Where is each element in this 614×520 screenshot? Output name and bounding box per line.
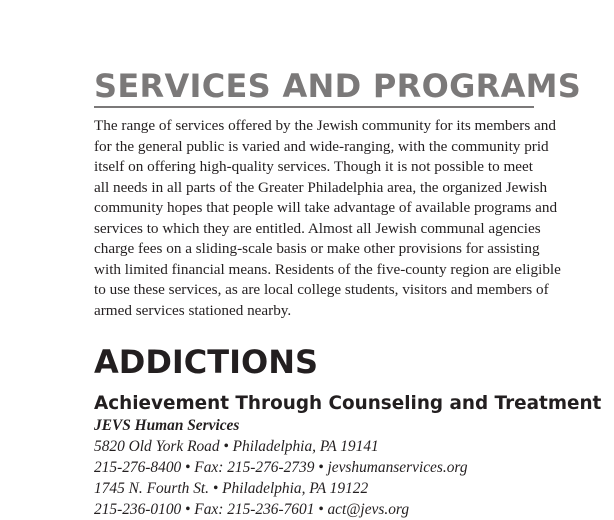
title-rule bbox=[94, 106, 534, 108]
intro-paragraph bbox=[94, 116, 614, 321]
intro-line: to use these services, as are local college students, visitors and members of bbox=[94, 281, 549, 298]
intro-line: community hopes that people will take advantage of available programs and bbox=[94, 199, 558, 216]
organization-name: JEVS Human Services bbox=[94, 417, 240, 434]
intro-line: all needs in all parts of the Greater Philadelphia area, the organized Jewish bbox=[94, 178, 548, 196]
intro-line: itself on offering high-quality services. Though it is not possible to meet bbox=[94, 158, 533, 175]
contact-line: 215-236-0100 • Fax: 215-236-7601 • act@jevs.org bbox=[94, 501, 410, 518]
intro-line: charge fees on a sliding-scale basis or make other provisions for assisting bbox=[94, 240, 540, 257]
intro-line: for the general public is varied and wide-ranging, with the community prid bbox=[94, 137, 549, 155]
program-heading: Achievement Through Counseling and Treatment bbox=[94, 393, 602, 414]
section-title: SERVICES AND PROGRAMS bbox=[94, 67, 582, 105]
intro-line: armed services stationed nearby. bbox=[94, 301, 292, 319]
intro-line: The range of services offered by the Jewish community for its members and bbox=[94, 117, 556, 134]
address-line: 1745 N. Fourth St. • Philadelphia, PA 19122 bbox=[94, 480, 369, 497]
program-listing bbox=[94, 415, 468, 520]
intro-line: with limited financial means. Residents of the five-county region are eligible bbox=[94, 260, 561, 278]
address-line: 5820 Old York Road • Philadelphia, PA 19141 bbox=[94, 438, 379, 455]
contact-line: 215-276-8400 • Fax: 215-276-2739 • jevshumanservices.org bbox=[94, 459, 468, 476]
intro-line: services to which they are entitled. Almost all Jewish communal agencies bbox=[94, 219, 541, 237]
category-heading: ADDICTIONS bbox=[94, 343, 319, 381]
